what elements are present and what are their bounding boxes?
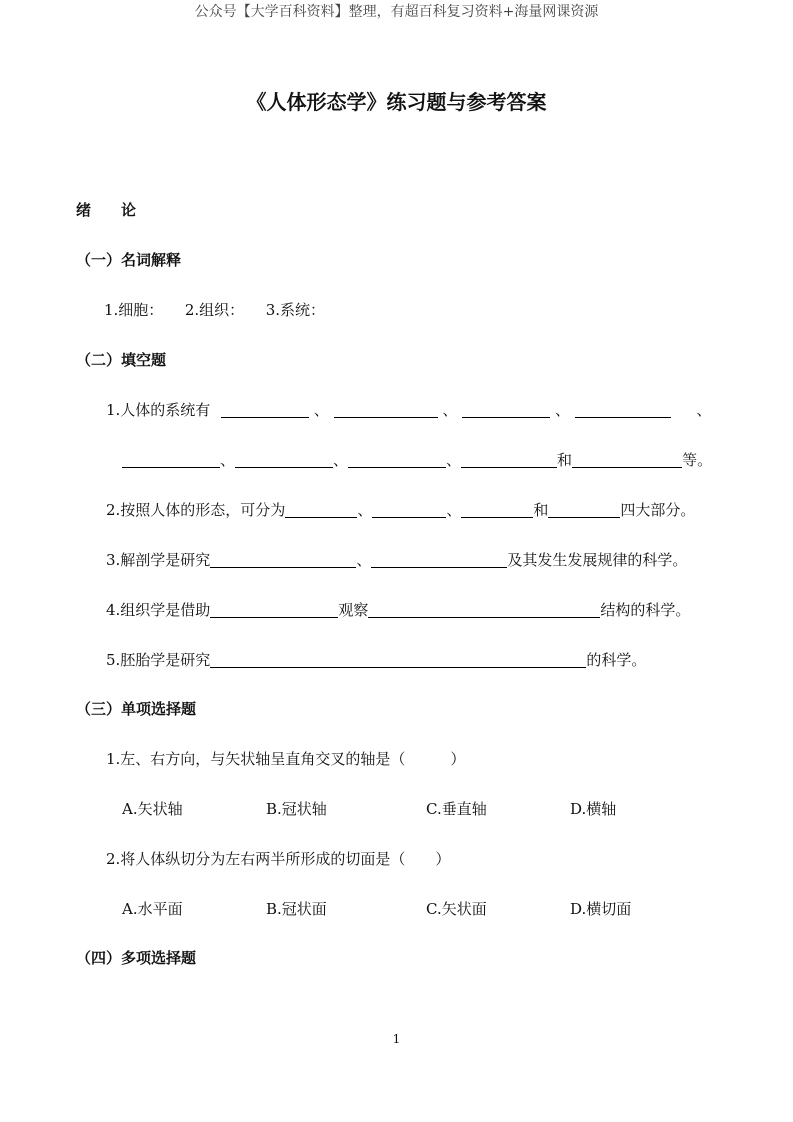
- fill-q3-suffix: 及其发生发展规律的科学。: [507, 551, 688, 569]
- separator: 、: [555, 401, 571, 419]
- chapter-heading: 绪 论: [76, 201, 137, 219]
- answer-blank[interactable]: [462, 402, 550, 418]
- choice-q1-option-d[interactable]: D.横轴: [570, 800, 617, 818]
- separator: 、: [446, 451, 462, 469]
- choice-q2-option-c[interactable]: C.矢状面: [426, 900, 487, 918]
- fill-q3-prefix: 3.解剖学是研究: [106, 551, 211, 569]
- fill-q1-line1: [106, 399, 711, 420]
- fill-q5-prefix: 5.胚胎学是研究: [106, 651, 211, 669]
- separator: 、: [356, 551, 372, 569]
- answer-blank[interactable]: [122, 452, 220, 468]
- fill-q4: [106, 599, 690, 620]
- choice-q1-option-a[interactable]: A.矢状轴: [122, 800, 183, 818]
- answer-blank[interactable]: [210, 652, 586, 668]
- section-heading-fill: （二）填空题: [76, 351, 167, 369]
- separator: 、: [357, 501, 373, 519]
- answer-blank[interactable]: [210, 602, 338, 618]
- answer-blank[interactable]: [371, 552, 507, 568]
- fill-q1-line2: [122, 449, 712, 470]
- fill-q4-mid: 观察: [338, 601, 369, 619]
- separator: 、: [220, 451, 236, 469]
- answer-blank[interactable]: [285, 502, 357, 518]
- choice-q2-option-d[interactable]: D.横切面: [570, 900, 632, 918]
- terms-list: [104, 299, 325, 320]
- fill-q5-suffix: 的科学。: [586, 651, 647, 669]
- page-number: 1: [392, 1032, 401, 1046]
- answer-blank[interactable]: [334, 402, 438, 418]
- answer-blank[interactable]: [235, 452, 333, 468]
- answer-blank[interactable]: [461, 452, 557, 468]
- answer-blank[interactable]: [548, 502, 620, 518]
- choice-q1-stem: 1.左、右方向，与矢状轴呈直角交叉的轴是（ ）: [106, 750, 466, 768]
- section-heading-terms: （一）名词解释: [76, 251, 182, 269]
- separator: 、: [696, 401, 712, 419]
- answer-blank[interactable]: [572, 452, 682, 468]
- fill-q2-prefix: 2.按照人体的形态，可分为: [106, 501, 286, 519]
- answer-blank[interactable]: [372, 502, 446, 518]
- term-item: 3.系统：: [265, 301, 326, 319]
- separator: 、: [333, 451, 349, 469]
- document-title: 《人体形态学》练习题与参考答案: [246, 90, 547, 114]
- choice-q2-option-b[interactable]: B.冠状面: [266, 900, 327, 918]
- answer-blank[interactable]: [368, 602, 600, 618]
- fill-q5: [106, 649, 646, 670]
- answer-blank[interactable]: [221, 402, 309, 418]
- choice-q1-option-c[interactable]: C.垂直轴: [426, 800, 487, 818]
- fill-q1-prefix: 1.人体的系统有: [106, 401, 211, 419]
- answer-blank[interactable]: [575, 402, 671, 418]
- term-item: 1.细胞：: [104, 301, 164, 319]
- choice-q2-stem: 2.将人体纵切分为左右两半所形成的切面是（ ）: [106, 850, 451, 868]
- fill-q3: [106, 549, 687, 570]
- fill-q1-suffix: 等。: [682, 451, 713, 469]
- separator: 、: [313, 401, 329, 419]
- fill-q4-suffix: 结构的科学。: [600, 601, 691, 619]
- choice-q2-option-a[interactable]: A.水平面: [122, 900, 183, 918]
- choice-q1-option-b[interactable]: B.冠状轴: [266, 800, 327, 818]
- section-heading-single-choice: （三）单项选择题: [76, 700, 197, 718]
- section-heading-multi-choice: （四）多项选择题: [76, 949, 197, 967]
- fill-q4-prefix: 4.组织学是借助: [106, 601, 211, 619]
- separator: 、: [442, 401, 458, 419]
- term-item: 2.组织：: [184, 301, 245, 319]
- watermark-header: 公众号【大学百科资料】整理，有超百科复习资料+海量网课资源: [194, 4, 599, 20]
- fill-q2-suffix: 四大部分。: [620, 501, 696, 519]
- fill-q2: [106, 499, 695, 520]
- conjunction-and: 和: [557, 451, 573, 469]
- answer-blank[interactable]: [210, 552, 356, 568]
- answer-blank[interactable]: [348, 452, 446, 468]
- answer-blank[interactable]: [461, 502, 533, 518]
- conjunction-and: 和: [533, 501, 549, 519]
- separator: 、: [446, 501, 462, 519]
